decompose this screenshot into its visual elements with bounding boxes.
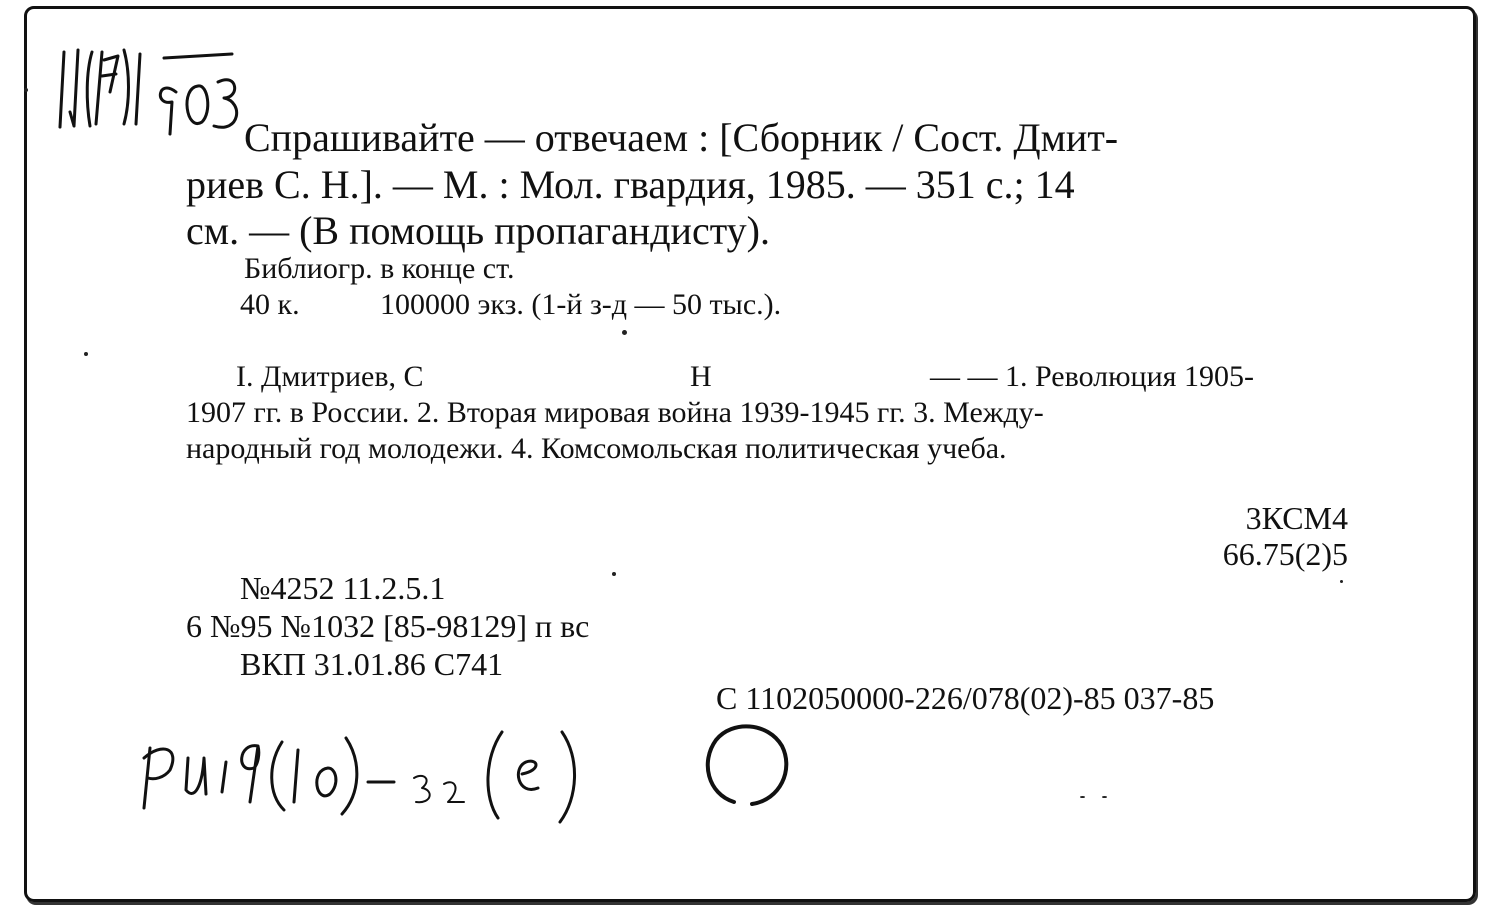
service-line-3: ВКП 31.01.86 С741 bbox=[240, 646, 504, 682]
subject-line-3: народный год молодежи. 4. Комсомольская политическая учеба. bbox=[186, 432, 1007, 465]
speck bbox=[1340, 580, 1343, 583]
class-code-2: 66.75(2)5 bbox=[1222, 536, 1348, 572]
speck bbox=[24, 88, 28, 92]
subject-author-initial: Н bbox=[690, 360, 712, 393]
speck bbox=[84, 352, 88, 356]
bibliography-note: Библиогр. в конце ст. bbox=[244, 252, 515, 285]
handwritten-bottom-mark bbox=[132, 718, 672, 838]
copies: 100000 экз. (1-й з-д — 50 тыс.). bbox=[380, 288, 782, 321]
handwritten-shelf-mark bbox=[52, 42, 262, 152]
subject-line-2: 1907 гг. в России. 2. Вторая мировая война 1939-1945 гг. 3. Между- bbox=[186, 396, 1044, 429]
price: 40 к. bbox=[240, 288, 300, 321]
service-line-1: №4252 11.2.5.1 bbox=[240, 570, 446, 606]
entry-line-2: риев С. Н.]. — М. : Мол. гвардия, 1985. — 351 с.; 14 bbox=[186, 162, 1075, 207]
speck bbox=[612, 572, 616, 576]
entry-line-1: Спрашивайте — отвечаем : [Сборник / Сост. Дмит- bbox=[244, 115, 1119, 160]
entry-line-3: см. — (В помощь пропагандисту). bbox=[186, 208, 770, 253]
subject-author: I. Дмитриев, С bbox=[236, 360, 424, 393]
speck bbox=[622, 330, 627, 335]
service-line-2: 6 №95 №1032 [85-98129] п вс bbox=[186, 608, 590, 644]
speck bbox=[1102, 796, 1107, 798]
class-code-1: 3КСМ4 bbox=[1245, 500, 1348, 536]
stamp-circle bbox=[696, 716, 796, 816]
speck bbox=[1080, 796, 1085, 798]
subject-heading-start: — — 1. Революция 1905- bbox=[930, 360, 1254, 393]
catalog-code: С 1102050000-226/078(02)-85 037-85 bbox=[716, 680, 1215, 716]
